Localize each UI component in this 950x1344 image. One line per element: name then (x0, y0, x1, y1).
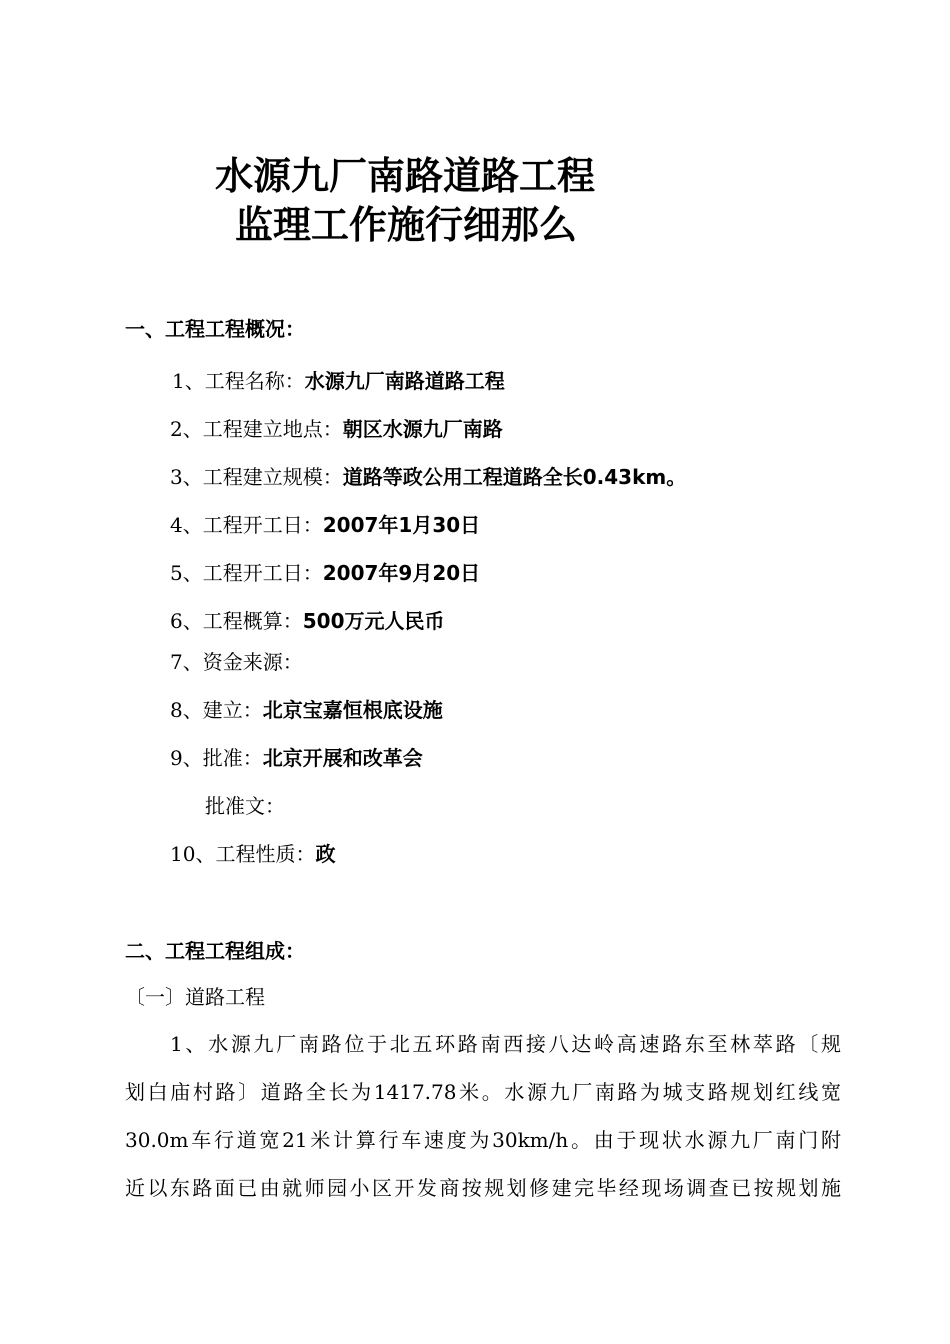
overview-item-5 (170, 560, 480, 586)
overview-item-7 (170, 649, 303, 675)
paragraph-line: 30.0m车行道宽21米计算行车速度为30km/h。由于现状水源九厂南门附 (125, 1128, 841, 1152)
item-value: 水源九厂南路道路工程 (304, 369, 505, 393)
item-label: 9、批准： (170, 746, 263, 770)
item-label: 5、工程开工日： (170, 561, 323, 585)
item-label: 2、工程建立地点： (170, 417, 343, 441)
item-label: 1、工程名称： (172, 369, 305, 393)
item-label: 8、建立： (170, 698, 263, 722)
item-value: 500万元人民币 (302, 609, 445, 633)
item-value: 朝区水源九厂南路 (342, 417, 503, 441)
item-value: 2007年1月30日 (322, 513, 481, 537)
overview-item-6 (170, 608, 444, 634)
overview-item-1 (172, 368, 505, 394)
overview-item-3 (170, 464, 686, 490)
item-value: 政 (315, 842, 336, 866)
overview-item-10 (170, 841, 335, 867)
item-label: 3、工程建立规模： (170, 465, 343, 489)
paragraph-line: 近以东路面已由就师园小区开发商按规划修建完毕经现场调查已按规划施 (125, 1176, 841, 1200)
document-title-line2: 监理工作施行细那么 (235, 203, 578, 247)
overview-item-2 (170, 416, 503, 442)
item-value: 道路等政公用工程道路全长0.43km。 (342, 465, 687, 489)
item-label: 10、工程性质： (170, 842, 316, 866)
section1-heading: 一、工程工程概况： (125, 317, 305, 341)
section2-paragraph (125, 1020, 841, 1212)
overview-item-8 (170, 697, 443, 723)
overview-item-approval-doc (205, 793, 285, 819)
item-label: 7、资金来源： (170, 650, 303, 674)
item-value: 北京宝嘉恒根底设施 (262, 698, 443, 722)
overview-item-9 (170, 745, 423, 771)
item-value: 北京开展和改革会 (262, 746, 423, 770)
overview-item-4 (170, 512, 480, 538)
section2-heading: 二、工程工程组成： (125, 939, 305, 963)
document-title-line1: 水源九厂南路道路工程 (215, 154, 596, 198)
item-value: 2007年9月20日 (322, 561, 481, 585)
paragraph-line: 1、水源九厂南路位于北五环路南西接八达岭高速路东至林萃路〔规 (170, 1032, 841, 1056)
paragraph-line: 划白庙村路〕道路全长为1417.78米。水源九厂南路为城支路规划红线宽 (125, 1080, 841, 1104)
section2-subheading: 〔一〕道路工程 (125, 985, 265, 1009)
item-label: 批准文： (205, 794, 285, 818)
item-label: 6、工程概算： (170, 609, 303, 633)
item-label: 4、工程开工日： (170, 513, 323, 537)
